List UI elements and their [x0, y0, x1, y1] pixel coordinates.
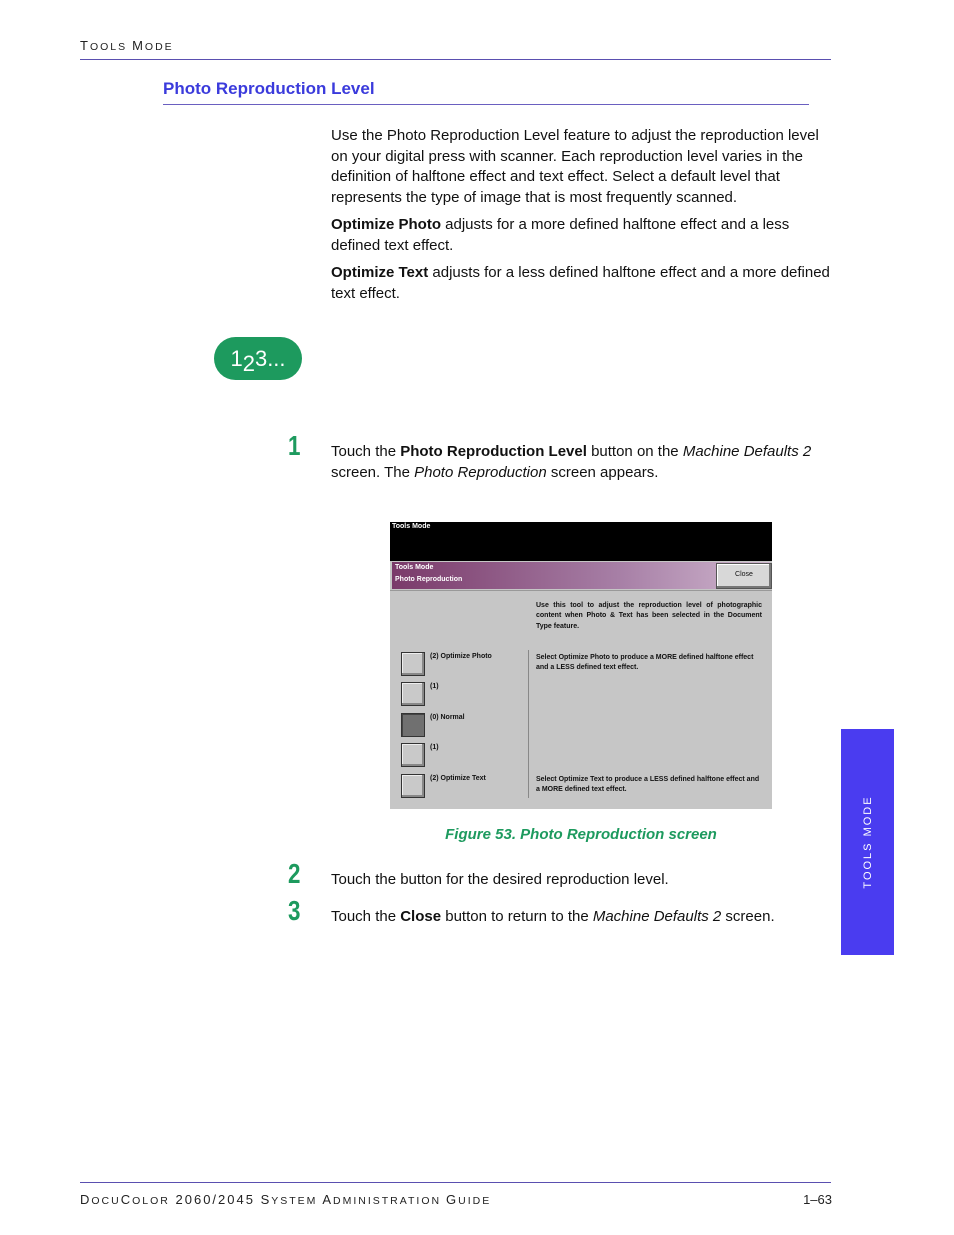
header-rule: [80, 59, 831, 60]
title-rule: [163, 104, 809, 105]
figure-caption: Figure 53. Photo Reproduction screen: [445, 826, 717, 843]
footer-guide-title: DOCUCOLOR 2060/2045 SYSTEM ADMINISTRATION GUIDE: [80, 1192, 492, 1207]
step-number-1: 1: [288, 430, 301, 461]
close-button[interactable]: Close: [716, 563, 772, 589]
level-1-text-button[interactable]: [401, 743, 425, 767]
level-label: (2) Optimize Photo: [430, 653, 492, 660]
screen-photo-description: Select Optimize Photo to produce a MORE defined halftone effect and a LESS defined text effect.: [536, 654, 754, 672]
screen-info-text: Use this tool to adjust the reproduction level of photographic content when Photo & Text has been selected in the Document Type feature.: [536, 602, 762, 630]
steps-icon: 123...: [214, 337, 302, 380]
optimize-text-paragraph: Optimize Text adjusts for a less defined halftone effect and a more defined text effect.: [331, 264, 830, 302]
level-label: (0) Normal: [430, 714, 465, 721]
level-2-optimize-photo-button[interactable]: [401, 652, 425, 676]
level-label: (2) Optimize Text: [430, 775, 486, 782]
level-0-normal-button[interactable]: [401, 713, 425, 737]
step-text-3: Touch the Close button to return to the Machine Defaults 2 screen.: [331, 908, 775, 925]
side-tab-tools-mode: TOOLS MODE: [841, 729, 894, 955]
page-number: 1–63: [803, 1192, 832, 1207]
photo-reproduction-screenshot: [390, 522, 772, 809]
intro-paragraph: Use the Photo Reproduction Level feature to adjust the reproduction level on your digital press with scanner. Each reproduction level varies in the definition of halftone effect and text effect. Select a default level that represents the type of image that is most frequently scanned.: [331, 127, 819, 206]
step-number-2: 2: [288, 858, 301, 889]
screen-header-bar: Tools Mode Photo Reproduction: [392, 562, 770, 589]
level-label: (1): [430, 744, 439, 751]
level-label: (1): [430, 683, 439, 690]
screen-text-description: Select Optimize Text to produce a LESS defined halftone effect and a MORE defined text effect.: [536, 776, 760, 794]
step-text-2: Touch the button for the desired reproduction level.: [331, 871, 669, 888]
section-title: Photo Reproduction Level: [163, 79, 375, 98]
screen-divider-line: [390, 590, 772, 591]
footer-rule: [80, 1182, 831, 1183]
step-number-3: 3: [288, 895, 301, 926]
screen-vertical-divider: [528, 650, 529, 798]
running-head: TOOLS MODE: [80, 38, 174, 53]
level-2-optimize-text-button[interactable]: [401, 774, 425, 798]
screen-title-bar: Tools Mode: [390, 522, 772, 561]
optimize-photo-paragraph: Optimize Photo adjusts for a more defined halftone effect and a less defined text effect.: [331, 216, 790, 254]
step-text-1: Touch the Photo Reproduction Level button on the Machine Defaults 2 screen. The Photo Reproduction screen appears.: [331, 443, 812, 481]
level-1-photo-button[interactable]: [401, 682, 425, 706]
